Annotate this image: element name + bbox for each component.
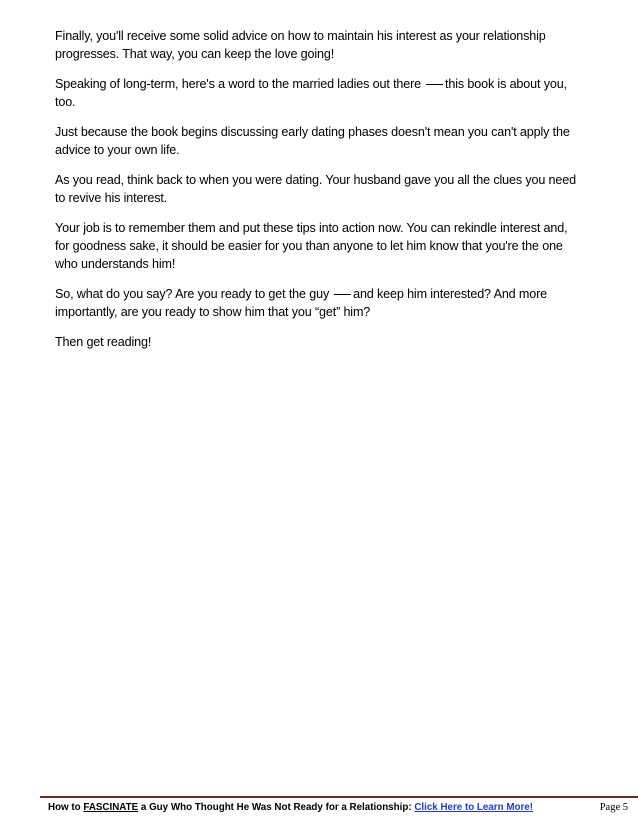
paragraph-get-the-guy-start: So, what do you say? Are you ready to get the guy [55,287,330,301]
paragraph-married-ladies [55,75,583,111]
paragraph-early-dating: Just because the book begins discussing early dating phases doesn't mean you can't apply the advice to your own life. [55,125,570,157]
paragraph-get-reading: Then get reading! [55,335,152,349]
footer-middle: a Guy Who Thought He Was Not Ready for a Relationship: [138,802,415,813]
paragraph-married-ladies-end: this book is about you, too. [55,77,567,109]
footer-learn-more-link[interactable]: Click Here to Learn More! [414,802,533,813]
paragraph-get-the-guy [55,285,583,321]
footer-emphasis: FASCINATE [83,802,139,813]
footer-divider [40,796,638,798]
em-dash [334,294,351,295]
footer-prefix: How to [48,802,84,813]
body-text [55,27,583,363]
page-number: Page 5 [599,802,628,813]
em-dash [426,84,443,85]
page-footer [48,802,628,816]
paragraph-finally: Finally, you'll receive some solid advice on how to maintain his interest as your relationship progresses. That way, you can keep the love going! [55,29,546,61]
paragraph-your-job: Your job is to remember them and put these tips into action now. You can rekindle interest and, for goodness sake, it should be easier for you than anyone to let him know that you're the one who understands him! [55,221,568,271]
paragraph-get-the-guy-end: and keep him interested? And more importantly, are you ready to show him that you “get” him? [55,287,547,319]
footer-title [48,802,533,814]
paragraph-married-ladies-start: Speaking of long-term, here's a word to the married ladies out there [55,77,422,91]
paragraph-think-back: As you read, think back to when you were dating. Your husband gave you all the clues you need to revive his interest. [55,173,576,205]
